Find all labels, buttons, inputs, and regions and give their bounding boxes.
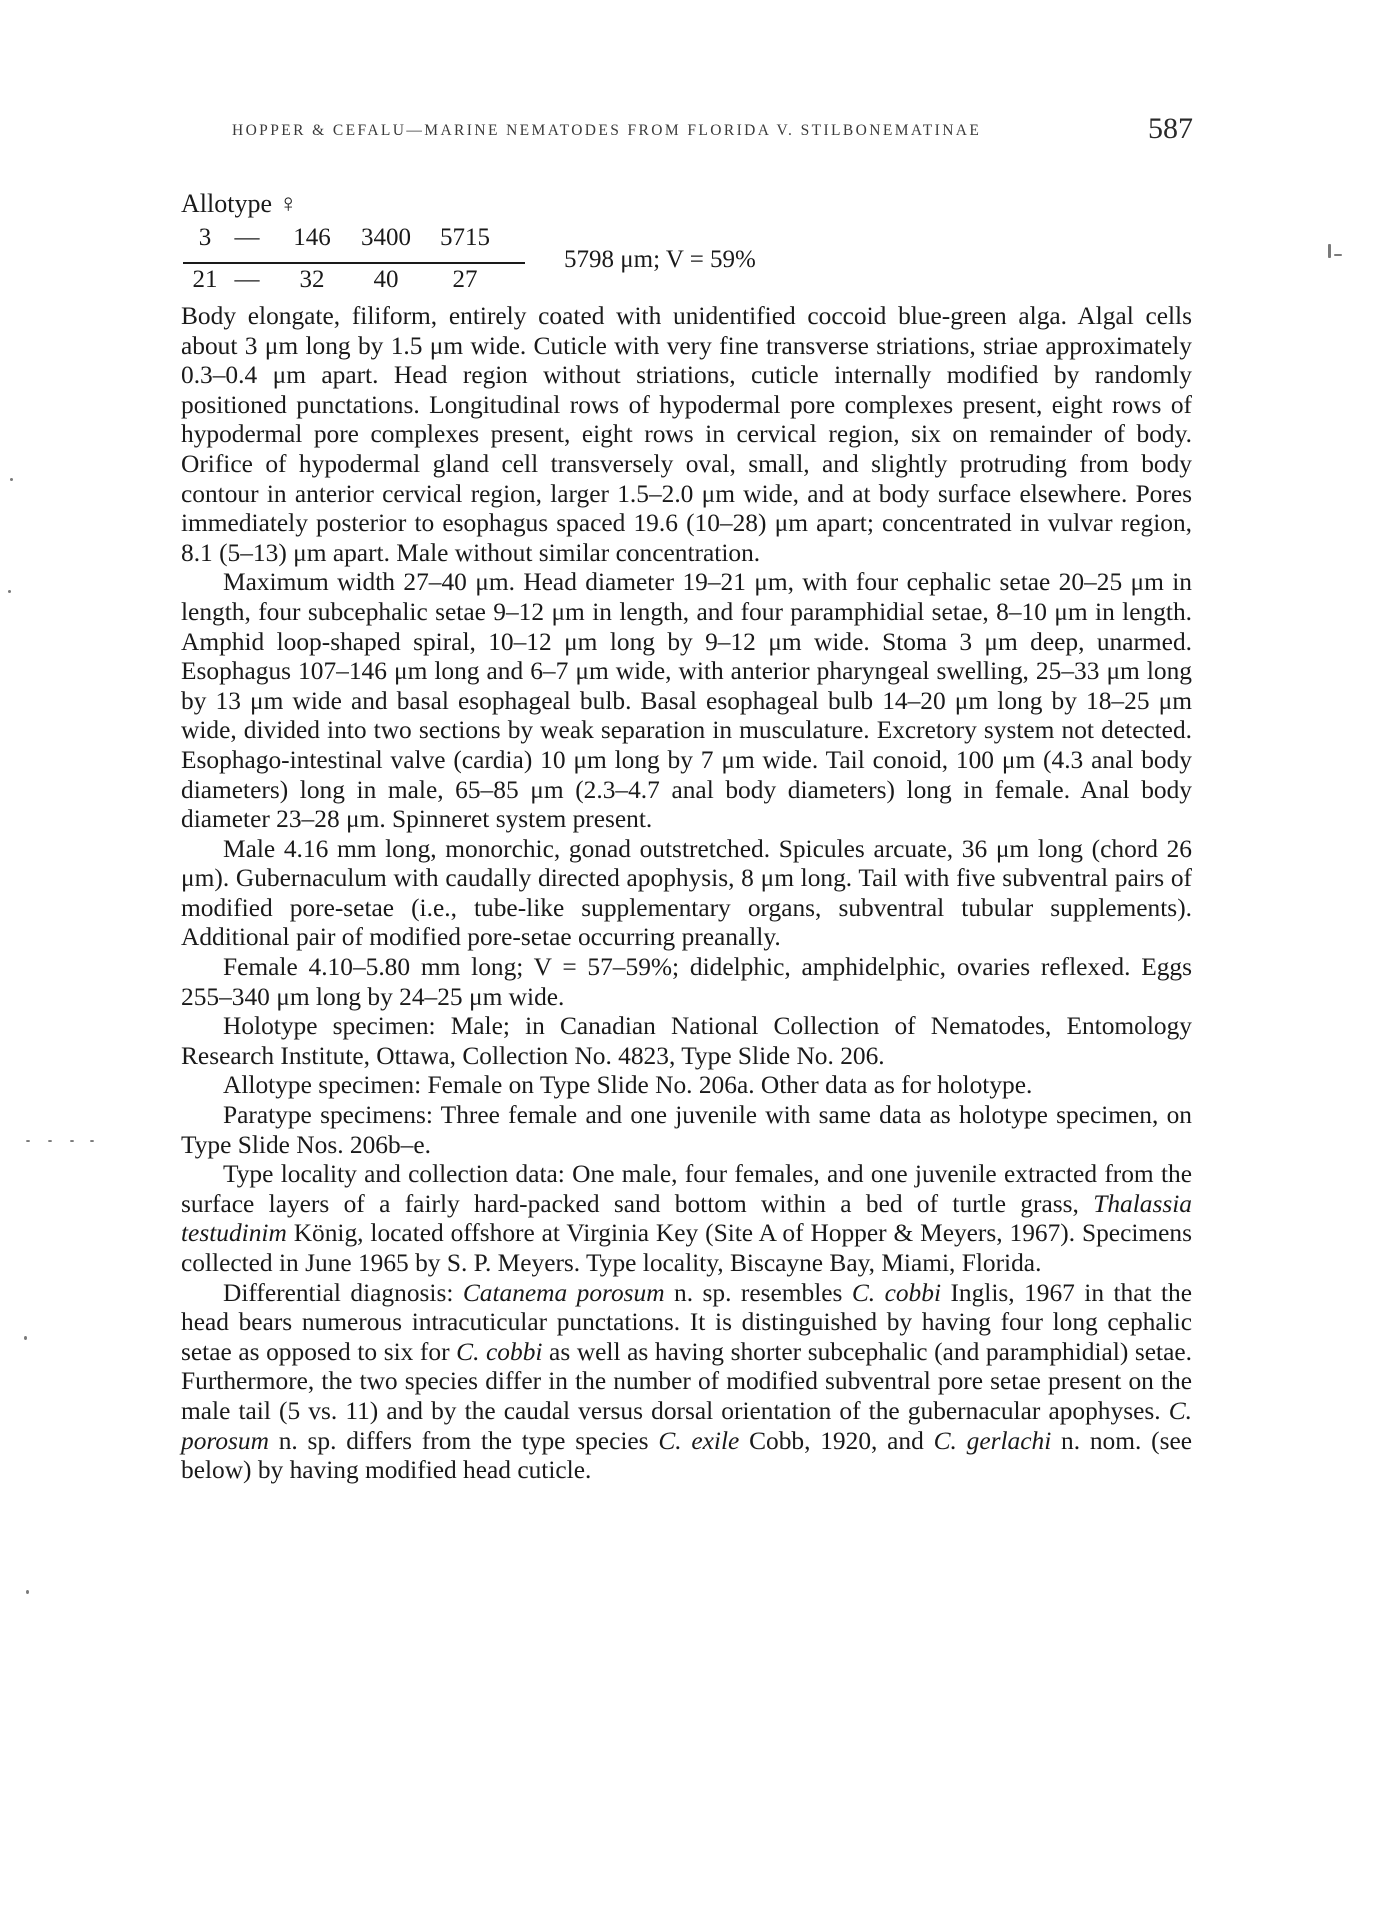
type-locality-text-after: König, located offshore at Virginia Key (Site A of Hopper & Meyers, 1967). Specimens collected in June 1965 by S. P. Meyers. Type locality, Biscayne Bay, Miami, Florida. [181, 1219, 1192, 1277]
paragraph-measurements: Maximum width 27–40 μm. Head diameter 19–21 μm, with four cephalic setae 20–25 μm in length, four subcephalic setae 9–12 μm in length, and four paramphidial setae, 8–10 μm in length. Amphid loop-shaped spiral, 10–12 μm long by 9–12 μm wide. Stoma 3 μm deep, unarmed. Esophagus 107–146 μm long and 6–7 μm wide, with anterior pharyngeal swelling, 25–33 μm long by 13 μm wide and basal esophageal bulb. Basal esophageal bulb 14–20 μm long by 18–25 μm wide, divided into two sections by weak separation in musculature. Excretory system not detected. Esophago-intestinal valve (cardia) 10 μm long by 7 μm wide. Tail conoid, 100 μm (4.3 anal body diameters) long in male, 65–85 μm (2.3–4.7 anal body diameters) long in female. Anal body diameter 23–28 μm. Spinneret system present. [181, 568, 1192, 834]
paragraph-paratype: Paratype specimens: Three female and one juvenile with same data as holotype specimen, on Type Slide Nos. 206b–e. [181, 1101, 1192, 1159]
diagnosis-species-name: C. cobbi [456, 1337, 543, 1366]
diagnosis-segment: Differential diagnosis: [223, 1278, 463, 1307]
allotype-heading: Allotype ♀ [181, 189, 298, 218]
formula-numerator: 3 [198, 224, 212, 251]
formula-denominator: 27 [452, 266, 478, 293]
diagnosis-segment: Cobb, 1920, and [739, 1426, 934, 1455]
scan-speck [10, 478, 13, 481]
formula-numerator: 146 [293, 224, 331, 251]
scan-speck [48, 1140, 52, 1142]
scan-speck [26, 1590, 29, 1594]
scan-speck [8, 590, 11, 593]
scan-speck [70, 1140, 74, 1142]
diagnosis-species-name: C. gerlachi [933, 1426, 1052, 1455]
formula-denominator: 32 [299, 266, 325, 293]
diagnosis-species-name: C. porosum [181, 1396, 1192, 1455]
type-locality-text-before: Type locality and collection data: One male, four females, and one juvenile extracted from the surface layers of a fairly hard-packed sand bottom within a bed of turtle grass, [181, 1160, 1192, 1218]
page-number: 587 [1148, 112, 1193, 145]
formula-numerator: 3400 [361, 224, 411, 251]
diagnosis-species-name: Catanema porosum [462, 1278, 665, 1307]
diagnosis-segment: Inglis, 1967 in that the head bears numerous intracuticular punctations. It is distinguished by having four long cephalic setae as opposed to six for [181, 1278, 1193, 1366]
formula-denominator-row [181, 266, 529, 298]
formula-denominator: 40 [373, 266, 399, 293]
scan-speck [24, 1336, 27, 1340]
formula-numerator-row [181, 224, 529, 256]
paragraph-allotype-specimen: Allotype specimen: Female on Type Slide No. 206a. Other data as for holotype. [223, 1071, 1033, 1100]
diagnosis-segment: as well as having shorter subcephalic (and paramphidial) setae. Furthermore, the two species differ in the number of modified subventral pore setae present on the male tail (5 vs. 11) and by the caudal versus dorsal orientation of the gubernacular apophyses. [181, 1337, 1192, 1425]
formula-denominator: — [234, 266, 260, 293]
paragraph-differential-diagnosis [181, 1279, 1192, 1486]
paragraph-type-locality [181, 1160, 1192, 1278]
scan-speck [1334, 254, 1342, 256]
formula-fraction-bar [183, 262, 525, 264]
de-man-formula [181, 220, 1192, 302]
running-head-title: HOPPER & CEFALU—MARINE NEMATODES FROM FLORIDA V. STILBONEMATINAE [232, 122, 982, 139]
diagnosis-species-name: C. exile [658, 1426, 740, 1455]
formula-numerator: 5715 [440, 224, 490, 251]
article-body [181, 188, 1192, 1486]
diagnosis-species-name: C. cobbi [851, 1278, 941, 1307]
scan-speck [1328, 244, 1331, 258]
scan-speck [26, 1140, 30, 1142]
running-head [0, 108, 1390, 148]
diagnosis-segment: n. sp. resembles [664, 1278, 852, 1307]
paragraph-holotype: Holotype specimen: Male; in Canadian National Collection of Nematodes, Entomology Research Institute, Ottawa, Collection No. 4823, Type Slide No. 206. [181, 1012, 1192, 1070]
formula-denominator: 21 [192, 266, 218, 293]
scan-speck [90, 1140, 94, 1142]
formula-numerator: — [234, 224, 260, 251]
species-name: Thalassia testudinim [181, 1189, 1192, 1248]
paragraph-male: Male 4.16 mm long, monorchic, gonad outstretched. Spicules arcuate, 36 μm long (chord 26 μm). Gubernaculum with caudally directed apophysis, 8 μm long. Tail with five subventral pairs of modified pore-setae (i.e., tube-like supplementary organs, subventral tubular supplements). Additional pair of modified pore-setae occurring preanally. [181, 834, 1192, 952]
diagnosis-segment: n. sp. differs from the type species [268, 1426, 659, 1455]
diagnosis-segment: n. nom. (see below) by having modified head cuticle. [181, 1426, 1192, 1485]
formula-total-length: 5798 μm; V = 59% [564, 246, 756, 273]
paragraph-female: Female 4.10–5.80 mm long; V = 57–59%; didelphic, amphidelphic, ovaries reflexed. Eggs 255–340 μm long by 24–25 μm wide. [181, 953, 1192, 1011]
paragraph-body-description: Body elongate, filiform, entirely coated with unidentified coccoid blue-green alga. Algal cells about 3 μm long by 1.5 μm wide. Cuticle with very fine transverse striations, striae approximately 0.3–0.4 μm apart. Head region without striations, cuticle internally modified by randomly positioned punctations. Longitudinal rows of hypodermal pore complexes present, eight rows of hypodermal pore complexes present, eight rows in cervical region, six on remainder of body. Orifice of hypodermal gland cell transversely oval, small, and slightly protruding from body contour in anterior cervical region, larger 1.5–2.0 μm wide, and at body surface elsewhere. Pores immediately posterior to esophagus spaced 19.6 (10–28) μm apart; concentrated in vulvar region, 8.1 (5–13) μm apart. Male without similar concentration. [181, 302, 1192, 567]
